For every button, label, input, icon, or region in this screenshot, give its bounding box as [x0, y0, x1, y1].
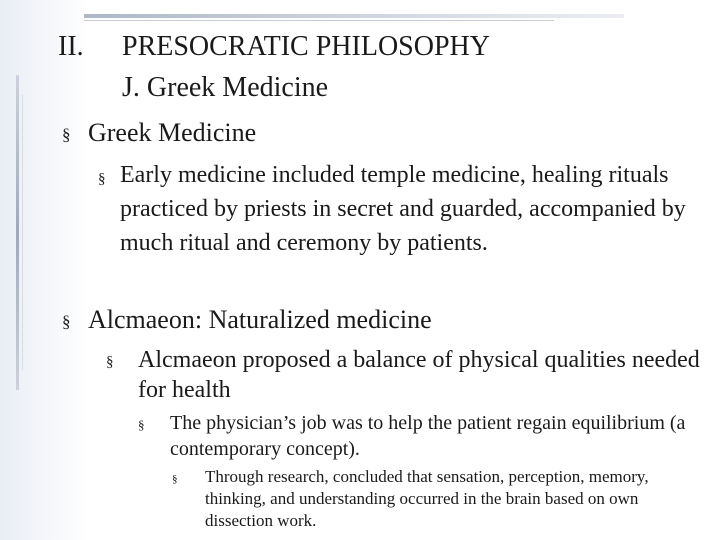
bullet-marker-icon: § — [62, 312, 71, 331]
bullet-text: Through research, concluded that sensation, perception, memory, thinking, and understanding occurred in the brain based on own dissection work. — [205, 467, 649, 530]
bullet-text: Alcmaeon: Naturalized medicine — [88, 305, 432, 334]
bullet-text: The physician’s job was to help the patient regain equilibrium (a contemporary concept). — [170, 412, 686, 460]
left-decorative-rule — [16, 75, 19, 390]
bullet-text: Early medicine included temple medicine, healing rituals practiced by priests in secret and guarded, accompanied by much ritual and ceremony by patients. — [120, 162, 686, 256]
top-decorative-rule — [84, 14, 624, 18]
slide-subtitle: J. Greek Medicine — [122, 72, 329, 103]
title-section-number: II. — [58, 31, 84, 62]
bullet-marker-icon: § — [172, 473, 178, 485]
bullet-marker-icon: § — [98, 171, 106, 187]
slide-title: PRESOCRATIC PHILOSOPHY — [122, 31, 490, 62]
bullet-marker-icon: § — [138, 417, 145, 432]
bullet-marker-icon: § — [62, 125, 71, 144]
left-decorative-rule-thin — [22, 95, 23, 370]
bullet-marker-icon: § — [106, 354, 114, 370]
bullet-text: Alcmaeon proposed a balance of physical qualities needed for health — [138, 347, 700, 403]
bullet-text: Greek Medicine — [88, 118, 257, 147]
top-decorative-rule-thin — [84, 20, 554, 21]
